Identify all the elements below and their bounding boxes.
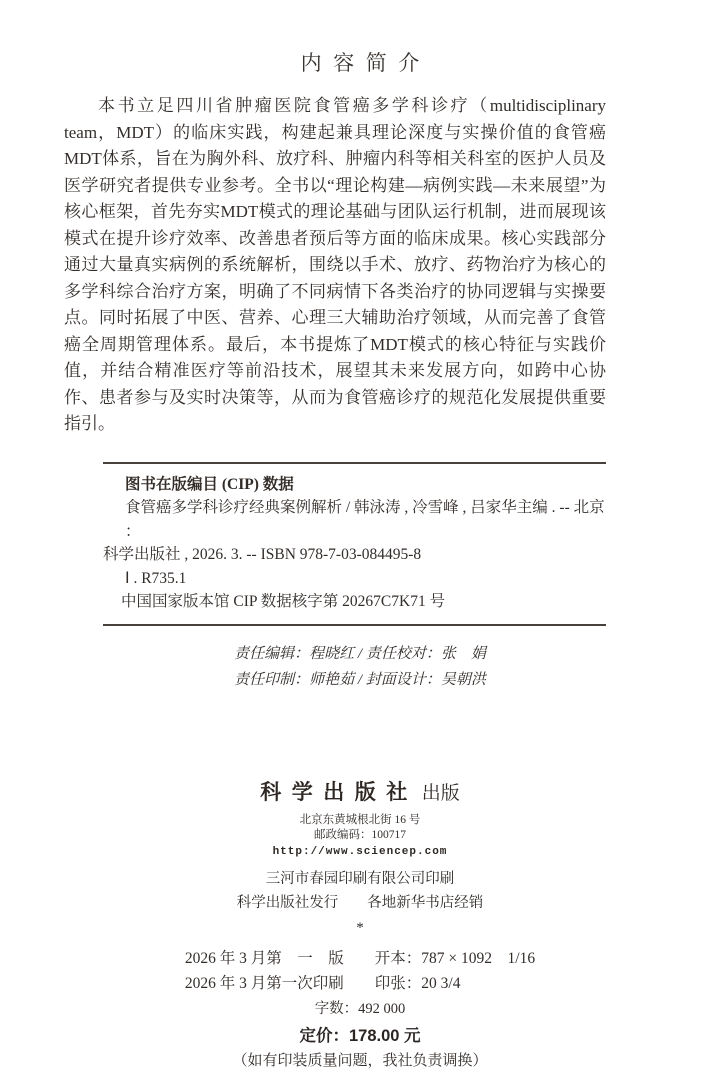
publisher-suffix: 出版 xyxy=(421,782,460,804)
intro-paragraph: 本书立足四川省肿瘤医院食管癌多学科诊疗（multidisciplinary team，MDT）的临床实践，构建起兼具理论深度与实操价值的食管癌MDT体系，旨在为胸外科、放疗科、肿瘤内科等相关科室的医护人员及医学研究者提供专业参考。全书以“理论构建—病例实践—未来展望”为核心框架，首先夯实MDT模式的理论基础与团队运行机制，进而展现该模式在提升诊疗效率、改善患者预后等方面的临床成果。核心实践部分通过大量真实病例的系统解析，围绕以手术、放疗、药物治疗为核心的多学科综合治疗方案，明确了不同病情下各类治疗的协同逻辑与实操要点。同时拓展了中医、营养、心理三大辅助治疗领域，从而完善了食管癌全周期管理体系。最后，本书提炼了MDT模式的核心特征与实践价值，并结合精准医疗等前沿技术，展望其未来发展方向，如跨中心协作、患者参与及实时决策等，从而为食管癌诊疗的规范化发展提供重要指引。 xyxy=(64,96,606,433)
quality-note: （如有印装质量问题，我社负责调换） xyxy=(232,1052,488,1069)
cip-heading: 图书在版编目 (CIP) 数据 xyxy=(125,475,294,493)
cip-record-line-1: 食管癌多学科诊疗经典案例解析 / 韩泳涛 , 冷雪峰 , 吕家华主编 . -- 北京 ： xyxy=(125,499,605,540)
printing-line: 2026 年 3 月第一次印刷 印张：20 3/4 xyxy=(184,975,461,992)
staff-credits xyxy=(0,641,720,693)
cip-registry-number: 中国国家版本馆 CIP 数据核字第 20267C7K71 号 xyxy=(121,593,446,610)
staff-editors-line: 责任编辑：程晓红 / 责任校对：张 娟 xyxy=(234,645,486,662)
cip-class-number: Ⅰ . R735.1 xyxy=(125,569,187,587)
printer-line: 三河市春园印刷有限公司印刷 xyxy=(265,870,455,887)
price: 定价：178.00 元 xyxy=(299,1026,421,1045)
imprint-block xyxy=(0,779,720,938)
cip-record-line-2: 科学出版社 , 2026. 3. -- ISBN 978-7-03-084495-8 xyxy=(103,546,422,563)
distribution-line: 科学出版社发行 各地新华书店经销 xyxy=(236,894,484,911)
cip-data-block xyxy=(103,462,606,626)
word-count: 字数：492 000 xyxy=(314,1000,406,1017)
publisher-address: 北京东黄城根北街 16 号 xyxy=(299,813,421,826)
edition-line: 2026 年 3 月第 一 版 开本：787 × 1092 1/16 xyxy=(184,949,536,967)
intro-title: 内容简介 xyxy=(300,52,431,75)
publisher-website: http://www.sciencep.com xyxy=(272,845,448,858)
separator-asterisk: * xyxy=(356,919,364,936)
publisher-line xyxy=(0,779,720,808)
publisher-name: 科学出版社 xyxy=(260,779,418,804)
edition-lines xyxy=(185,946,535,997)
edition-block xyxy=(0,946,720,1072)
publisher-postal-code: 邮政编码：100717 xyxy=(314,829,406,841)
staff-print-design-line: 责任印制：师艳茹 / 封面设计：吴朝洪 xyxy=(234,671,486,688)
